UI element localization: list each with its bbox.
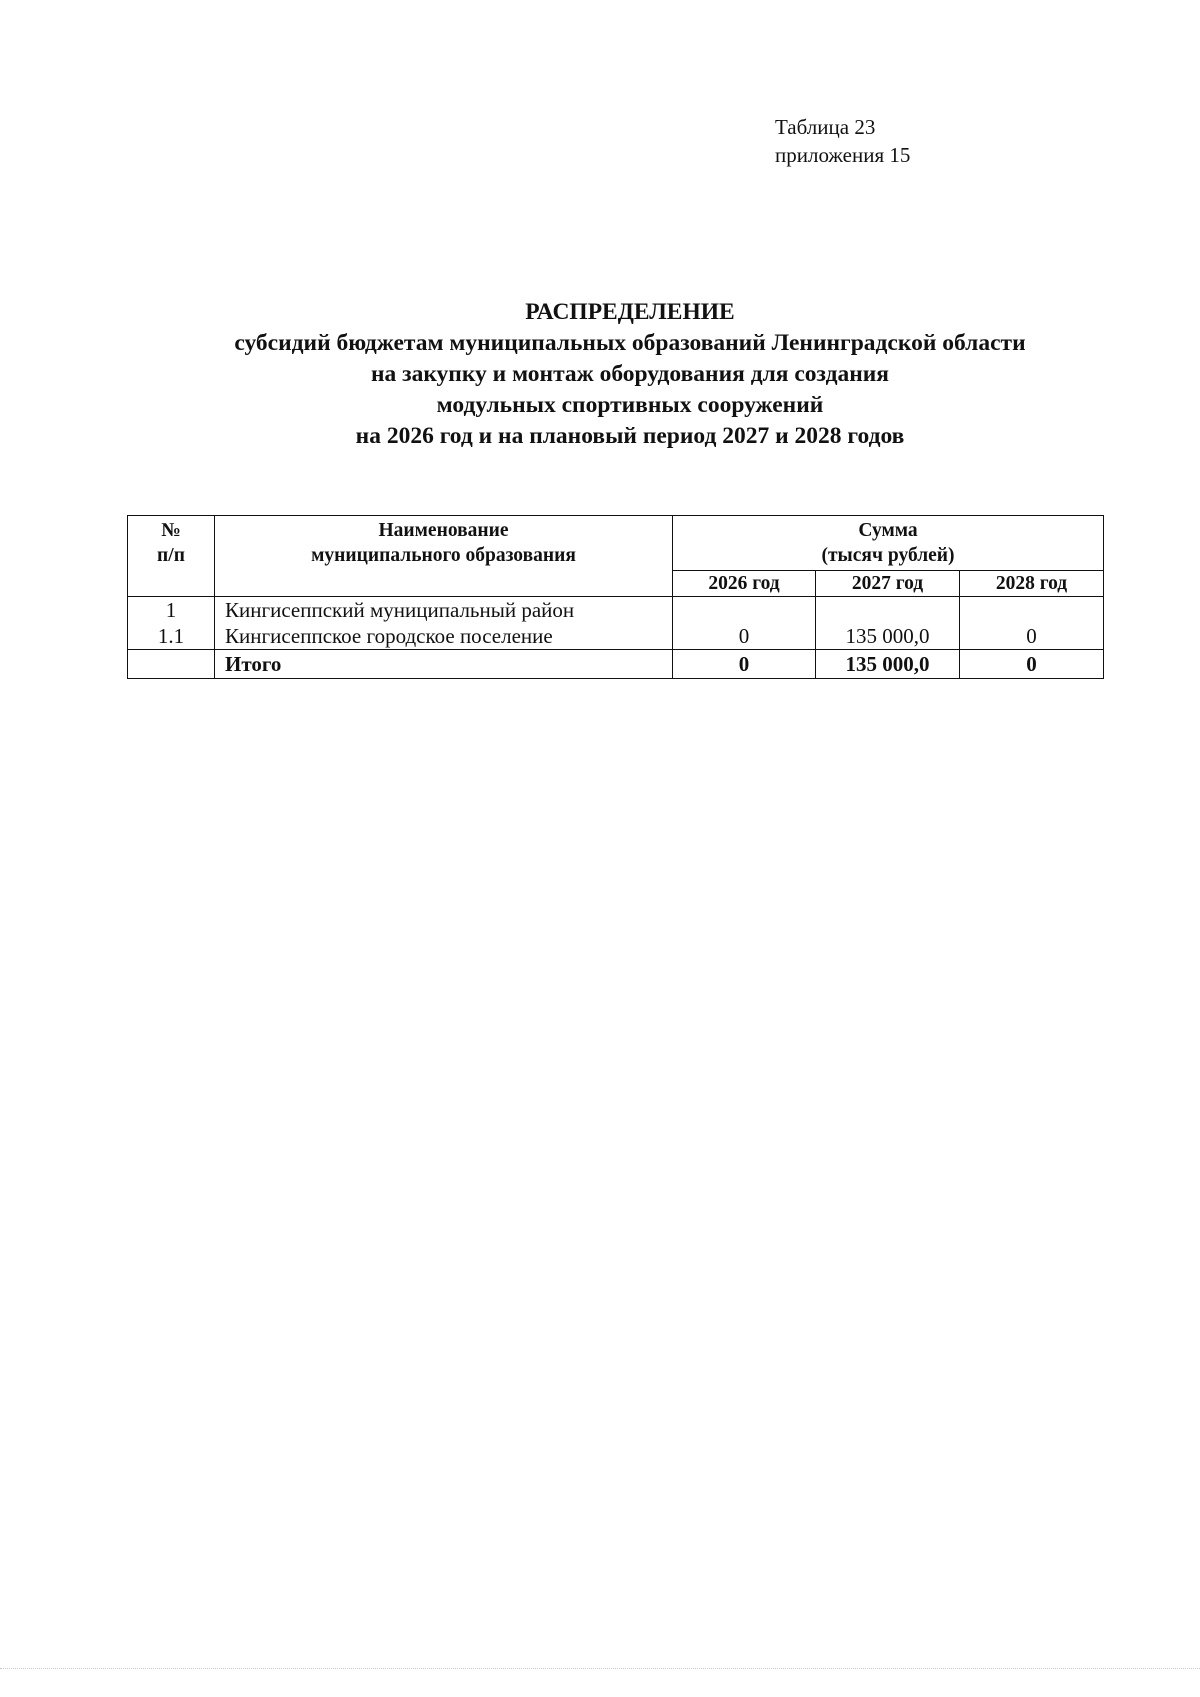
header-sum xyxy=(673,516,1104,571)
heading-line-4: на 2026 год и на плановый период 2027 и 2028 годов xyxy=(355,423,905,449)
header-name-line-1: Наименование xyxy=(378,520,509,541)
value-2028: 0 xyxy=(1026,624,1037,648)
value-2027 xyxy=(822,597,953,623)
heading-line-2: на закупку и монтаж оборудования для создания xyxy=(370,361,889,387)
header-year-2026: 2026 год xyxy=(673,571,816,597)
distribution-table xyxy=(127,515,1104,679)
document-heading xyxy=(100,297,1160,452)
total-2026: 0 xyxy=(673,650,816,679)
header-year-2028: 2028 год xyxy=(960,571,1104,597)
heading-title: РАСПРЕДЕЛЕНИЕ xyxy=(525,299,735,325)
table-total-row xyxy=(128,650,1104,679)
value-2028-cell xyxy=(960,597,1104,650)
table-reference xyxy=(775,113,910,169)
heading-line-3: модульных спортивных сооружений xyxy=(436,392,824,418)
scan-artifact-line xyxy=(0,1668,1200,1670)
header-year-2027: 2027 год xyxy=(816,571,960,597)
header-number xyxy=(128,516,215,597)
header-sum-line-1: Сумма xyxy=(858,520,918,541)
total-2028: 0 xyxy=(960,650,1104,679)
table-header-row xyxy=(128,516,1104,571)
header-number-line-1: № xyxy=(161,520,181,541)
row-names-cell xyxy=(215,597,673,650)
row-numbers-cell xyxy=(128,597,215,650)
header-number-line-2: п/п xyxy=(157,545,185,566)
value-2026-cell xyxy=(673,597,816,650)
value-2027: 135 000,0 xyxy=(845,624,930,648)
total-label: Итого xyxy=(215,650,673,679)
value-2026 xyxy=(679,597,809,623)
row-number: 1.1 xyxy=(157,624,185,648)
header-sum-line-2: (тысяч рублей) xyxy=(821,545,955,566)
value-2028 xyxy=(966,597,1097,623)
table-row xyxy=(128,597,1104,650)
total-2027: 135 000,0 xyxy=(816,650,960,679)
value-2027-cell xyxy=(816,597,960,650)
header-name-line-2: муниципального образования xyxy=(311,545,576,566)
municipality-name: Кингисеппский муниципальный район xyxy=(225,598,575,622)
header-name xyxy=(215,516,673,597)
total-number-cell xyxy=(128,650,215,679)
value-2026: 0 xyxy=(738,624,750,648)
row-number: 1 xyxy=(165,598,177,622)
reference-line-2: приложения 15 xyxy=(775,143,911,167)
heading-line-1: субсидий бюджетам муниципальных образований Ленинградской области xyxy=(234,330,1026,356)
reference-line-1: Таблица 23 xyxy=(775,115,876,139)
municipality-name: Кингисеппское городское поселение xyxy=(225,624,553,648)
